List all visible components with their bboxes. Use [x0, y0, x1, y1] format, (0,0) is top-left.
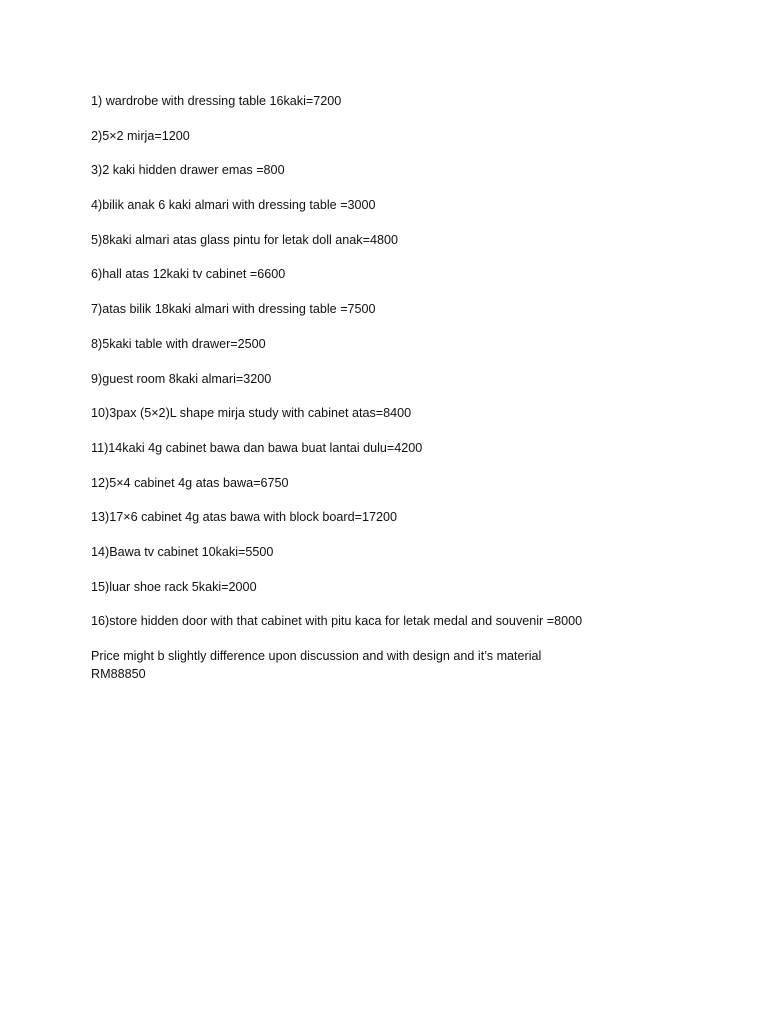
- list-item: 14)Bawa tv cabinet 10kaki=5500: [91, 544, 274, 559]
- list-item: 11)14kaki 4g cabinet bawa dan bawa buat lantai dulu=4200: [91, 440, 423, 455]
- list-item: 13)17×6 cabinet 4g atas bawa with block board=17200: [91, 510, 397, 525]
- list-item: 9)guest room 8kaki almari=3200: [91, 371, 272, 386]
- list-item: 15)luar shoe rack 5kaki=2000: [91, 579, 257, 594]
- list-item: 4)bilik anak 6 kaki almari with dressing table =3000: [91, 198, 376, 213]
- list-item: 6)hall atas 12kaki tv cabinet =6600: [91, 267, 286, 282]
- list-item: 2)5×2 mirja=1200: [91, 128, 190, 143]
- list-item: 7)atas bilik 18kaki almari with dressing table =7500: [91, 302, 376, 317]
- list-item: 1) wardrobe with dressing table 16kaki=7200: [91, 94, 342, 108]
- list-item: 8)5kaki table with drawer=2500: [91, 336, 266, 351]
- document-body: [91, 93, 731, 683]
- list-item: 3)2 kaki hidden drawer emas =800: [91, 163, 285, 178]
- list-item: 10)3pax (5×2)L shape mirja study with cabinet atas=8400: [91, 406, 412, 421]
- price-note: Price might b slightly difference upon discussion and with design and it’s material: [91, 649, 542, 663]
- total-amount: RM88850: [91, 666, 146, 681]
- list-item: 12)5×4 cabinet 4g atas bawa=6750: [91, 475, 289, 490]
- list-item: 16)store hidden door with that cabinet with pitu kaca for letak medal and souvenir =8000: [91, 614, 583, 629]
- list-item: 5)8kaki almari atas glass pintu for letak doll anak=4800: [91, 232, 398, 247]
